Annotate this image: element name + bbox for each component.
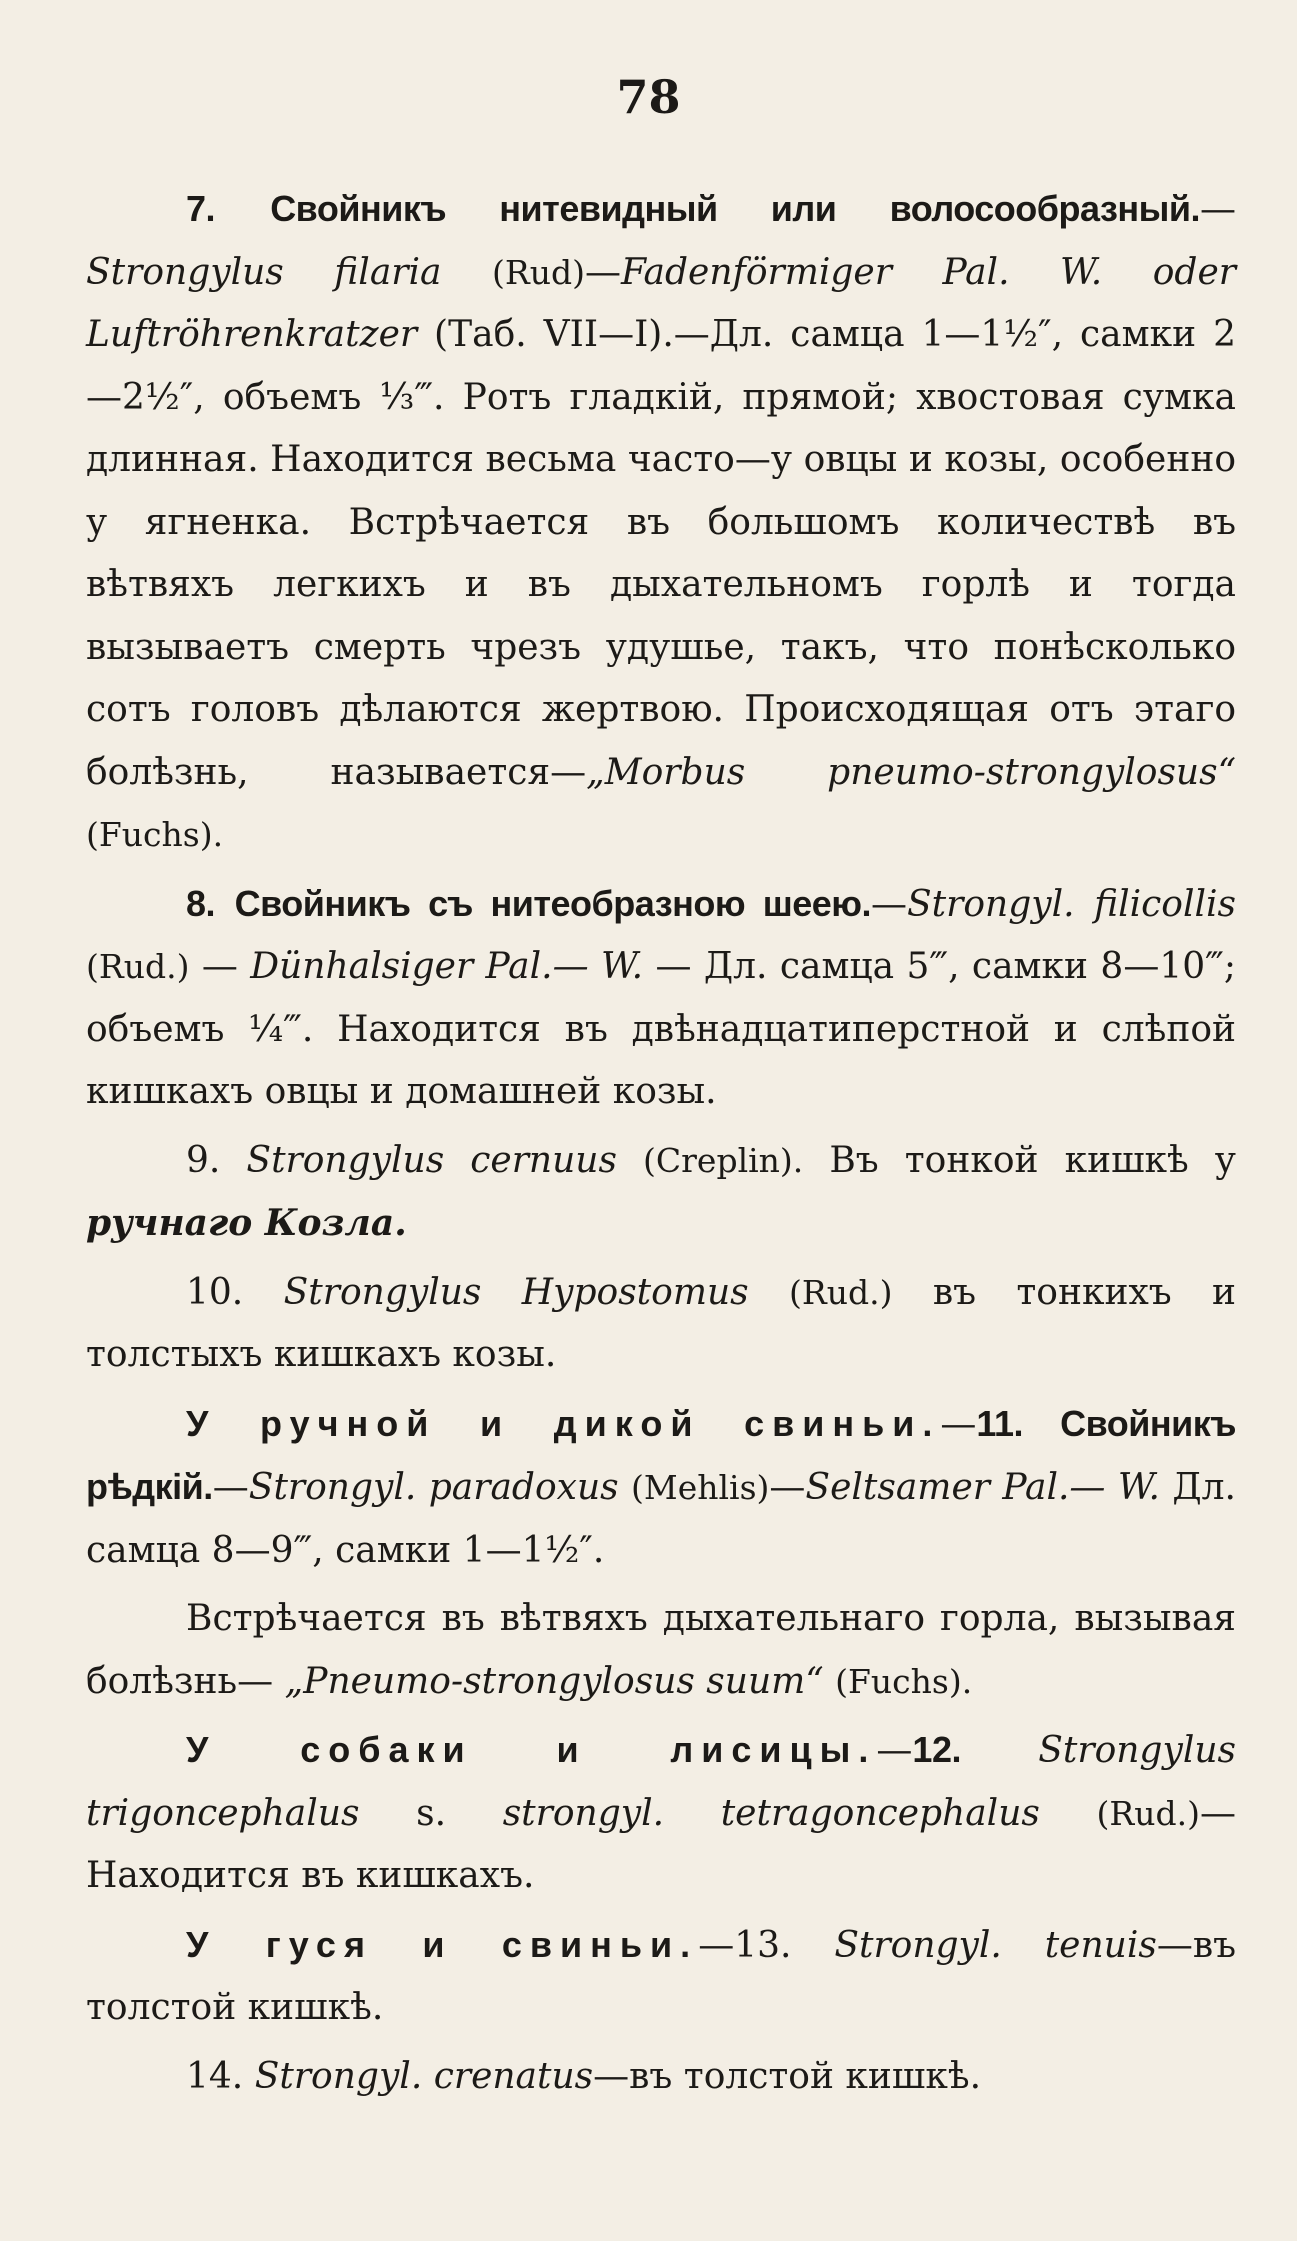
host-heading: У ручной и дикой свиньи.: [186, 1402, 941, 1444]
latin-name: Strongyl. crenatus: [254, 2055, 594, 2097]
dash: —: [769, 1467, 806, 1508]
author: (Fuchs).: [86, 815, 224, 854]
disease-name: „Pneumo-strongylosus suum“: [284, 1660, 824, 1702]
latin-name: Strongyl. paradoxus: [248, 1467, 619, 1508]
entry-number: 11.: [976, 1402, 1023, 1444]
dash: —: [1199, 189, 1236, 230]
entry-body: —въ толстой кишкѣ.: [86, 1924, 1236, 2028]
page-number: 78: [616, 70, 681, 124]
body-text: [86, 178, 1236, 2114]
paragraph-13: [86, 1914, 1236, 2040]
disease-name: „Morbus pneumo-strongylosus“: [586, 751, 1236, 793]
dash: —: [212, 1467, 249, 1508]
author: (Rud.): [1096, 1793, 1200, 1833]
entry-number: 8.: [186, 882, 216, 924]
dash: —: [940, 1403, 977, 1445]
entry-body: Встрѣчается въ вѣтвяхъ дыхательнаго горла, вызывая болѣзнь—: [86, 1598, 1236, 1702]
entry-title: Свойникъ нитевидный или волосообразный.: [270, 188, 1200, 229]
author: (Rud): [492, 252, 585, 292]
paragraph-14: [86, 2046, 1236, 2109]
entry-body: — Дл. самца 5‴, самки 8—10‴; объемъ ¼‴. Находится въ двѣнадцатиперстной и слѣпой кишкахъ овцы и домашней козы.: [86, 946, 1236, 1112]
paragraph-11: [86, 1393, 1236, 1583]
paragraph-8: [86, 873, 1236, 1124]
latin-name: Strongylus Hypostomus: [283, 1271, 749, 1313]
entry-body: въ тонкихъ и толстыхъ кишкахъ козы.: [86, 1271, 1237, 1375]
entry-body: —въ толстой кишкѣ.: [593, 2055, 982, 2097]
entry-number: —13.: [698, 1924, 792, 1966]
author: (Creplin).: [643, 1140, 804, 1180]
entry-body: —Находится въ кишкахъ.: [86, 1792, 1236, 1896]
entry-number: 10.: [186, 1271, 244, 1313]
dash: —: [189, 946, 251, 987]
latin-name: strongyl. tetragoncephalus: [502, 1792, 1040, 1834]
author: (Mehlis): [631, 1468, 770, 1507]
host-name: ручнаго Козла.: [86, 1202, 407, 1244]
host-heading: У собаки и лисицы.: [186, 1729, 877, 1770]
latin-name: Strongyl. filicollis: [907, 883, 1236, 925]
paragraph-9: [86, 1130, 1236, 1256]
dash: —: [876, 1730, 913, 1771]
entry-body: (Таб. VII—I).—Дл. самца 1—1½″, самки 2—2½″, объемъ ⅓‴. Ротъ гладкій, прямой; хвостовая сумка длинная. Находится весьма часто—у овцы и козы, особенно у ягненка. Встрѣчается въ большомъ количествѣ въ вѣтвяхъ легкихъ и въ дыхательномъ горлѣ и тогда вызываетъ смерть чрезъ удушье, такъ, что понѣсколько сотъ головъ дѣлаются жертвою. Происходящая отъ этаго болѣзнь, называется—: [86, 314, 1236, 793]
entry-number: 14.: [186, 2055, 244, 2097]
latin-name: Strongylus trigoncephalus: [86, 1730, 1236, 1834]
german-name: Seltsamer Pal.— W.: [805, 1467, 1160, 1508]
paragraph-7: [86, 178, 1236, 867]
entry-body: Въ тонкой кишкѣ у: [803, 1139, 1236, 1181]
entry-body: Дл. самца 8—9‴, самки 1—1½″.: [86, 1467, 1236, 1571]
latin-name: Strongylus filaria: [86, 251, 442, 293]
dash: —: [871, 883, 908, 925]
entry-number: 7.: [186, 188, 216, 229]
host-heading: У гуся и свиньи.: [186, 1923, 699, 1965]
author: (Rud.): [789, 1272, 893, 1312]
entry-number: 9.: [186, 1139, 221, 1181]
entry-number: 12.: [912, 1729, 961, 1770]
latin-name: Strongyl. tenuis: [834, 1924, 1157, 1966]
paragraph-10: [86, 1262, 1236, 1387]
author: (Fuchs).: [835, 1661, 973, 1701]
entry-title: Свойникъ рѣдкій.: [86, 1402, 1236, 1507]
entry-title: Свойникъ съ нитеобразною шеею.: [234, 882, 872, 924]
dash: —: [585, 251, 621, 293]
latin-name: Strongylus cernuus: [246, 1139, 617, 1181]
paragraph-11-continued: [86, 1588, 1236, 1713]
synonym-marker: s.: [416, 1792, 447, 1834]
paragraph-12: [86, 1719, 1236, 1908]
author: (Rud.): [86, 947, 190, 986]
german-name: Dünhalsiger Pal.— W.: [250, 946, 644, 987]
german-name: Fadenförmiger Pal. W. oder Luftröhrenkratzer: [86, 251, 1236, 355]
